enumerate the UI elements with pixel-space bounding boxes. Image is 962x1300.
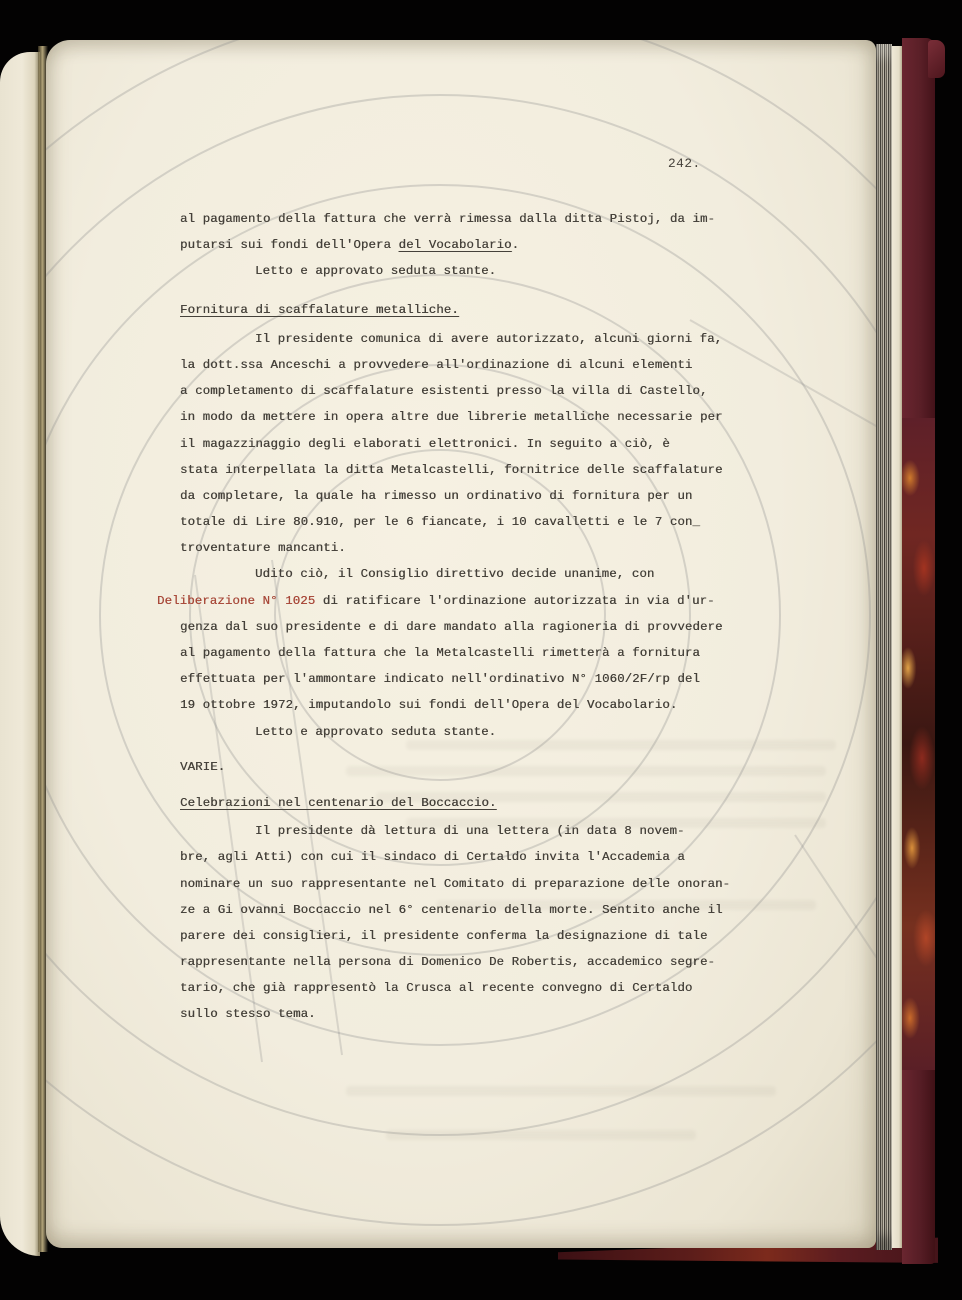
deliberation-line bbox=[157, 588, 746, 614]
text-line: nominare un suo rappresentante nel Comitato di preparazione delle onoran- bbox=[180, 876, 731, 891]
section-heading-boccaccio bbox=[180, 790, 746, 816]
varie-label: VARIE. bbox=[180, 759, 226, 774]
text-line: bre, agli Atti) con cui il sindaco di Certaldo invita l'Accademia a bbox=[180, 850, 685, 865]
cover-leather-bottom bbox=[902, 1070, 935, 1264]
approval-line: Letto e approvato seduta stante. bbox=[255, 264, 497, 279]
text-line bbox=[180, 232, 746, 258]
heading-text: Celebrazioni nel centenario del Boccaccio. bbox=[180, 795, 497, 810]
text-line: la dott.ssa Anceschi a provvedere all'ordinazione di alcuni elementi bbox=[180, 357, 693, 372]
text-line: tario, che già rappresentò la Crusca al recente convegno di Certaldo bbox=[180, 981, 693, 996]
text-segment: di ratificare l'ordinazione autorizzata in via d'ur- bbox=[315, 593, 715, 608]
cover-leather-top bbox=[902, 38, 935, 418]
text-line: al pagamento della fattura che la Metalcastelli rimetterà a fornitura bbox=[180, 646, 700, 660]
heading-text: Fornitura di scaffalature metalliche. bbox=[180, 302, 459, 317]
page-number: 242. bbox=[668, 156, 701, 171]
text-line: al pagamento della fattura che verrà rimessa dalla ditta Pistoj, da im- bbox=[180, 212, 716, 226]
text-line: da completare, la quale ha rimesso un ordinativo di fornitura per un bbox=[180, 488, 693, 503]
page-fore-edges bbox=[876, 44, 892, 1250]
text-line: Udito ciò, il Consiglio direttivo decide unanime, con bbox=[255, 567, 655, 582]
text-line: in modo da mettere in opera altre due librerie metalliche necessarie per bbox=[180, 410, 723, 425]
cover-corner bbox=[928, 40, 945, 78]
text-line: il magazzinaggio degli elaborati elettronici. In seguito a ciò, è bbox=[180, 436, 670, 451]
underlined-phrase: del Vocabolario bbox=[398, 238, 512, 253]
text-segment: . bbox=[511, 238, 520, 253]
bleed-through-line bbox=[386, 1130, 696, 1140]
text-line: 19 ottobre 1972, imputandolo sui fondi dell'Opera del Vocabolario. bbox=[180, 698, 678, 713]
text-line: rappresentante nella persona di Domenico De Robertis, accademico segre- bbox=[180, 955, 716, 970]
text-line: Il presidente comunica di avere autorizzato, alcuni giorni fa, bbox=[255, 331, 723, 346]
text-line: parere dei consiglieri, il presidente conferma la designazione di tale bbox=[180, 928, 708, 943]
text-line: ze a Gi ovanni Boccaccio nel 6° centenario della morte. Sentito anche il bbox=[180, 902, 723, 917]
endpaper-edge bbox=[892, 46, 902, 1248]
text-line: genza dal suo presidente e di dare mandato alla ragioneria di provvedere bbox=[180, 619, 723, 634]
text-line: sullo stesso tema. bbox=[180, 1007, 316, 1022]
text-line: Il presidente dà lettura di una lettera (in data 8 novem- bbox=[255, 824, 685, 839]
approval-line: Letto e approvato seduta stante. bbox=[255, 724, 497, 739]
cover-marbled-paper bbox=[902, 418, 935, 1070]
text-line: troventature mancanti. bbox=[180, 541, 346, 556]
text-line: effettuata per l'ammontare indicato nell'ordinativo N° 1060/2F/rp del bbox=[180, 672, 700, 687]
section-heading-supply bbox=[180, 297, 746, 323]
text-line: a completamento di scaffalature esistenti presso la villa di Castello, bbox=[180, 384, 708, 399]
deliberation-number-red: Deliberazione N° 1025 bbox=[157, 593, 316, 608]
text-segment: putarsi sui fondi dell'Opera bbox=[180, 238, 399, 253]
facing-page-sliver bbox=[0, 52, 40, 1256]
page bbox=[46, 40, 876, 1248]
book-cover-edge bbox=[902, 38, 935, 1264]
text-line: totale di Lire 80.910, per le 6 fiancate, i 10 cavalletti e le 7 con_ bbox=[180, 515, 700, 530]
bleed-through-line bbox=[346, 1086, 776, 1096]
text-line: stata interpellata la ditta Metalcastelli, fornitrice delle scaffalature bbox=[180, 462, 723, 477]
typewritten-text bbox=[157, 206, 746, 1028]
